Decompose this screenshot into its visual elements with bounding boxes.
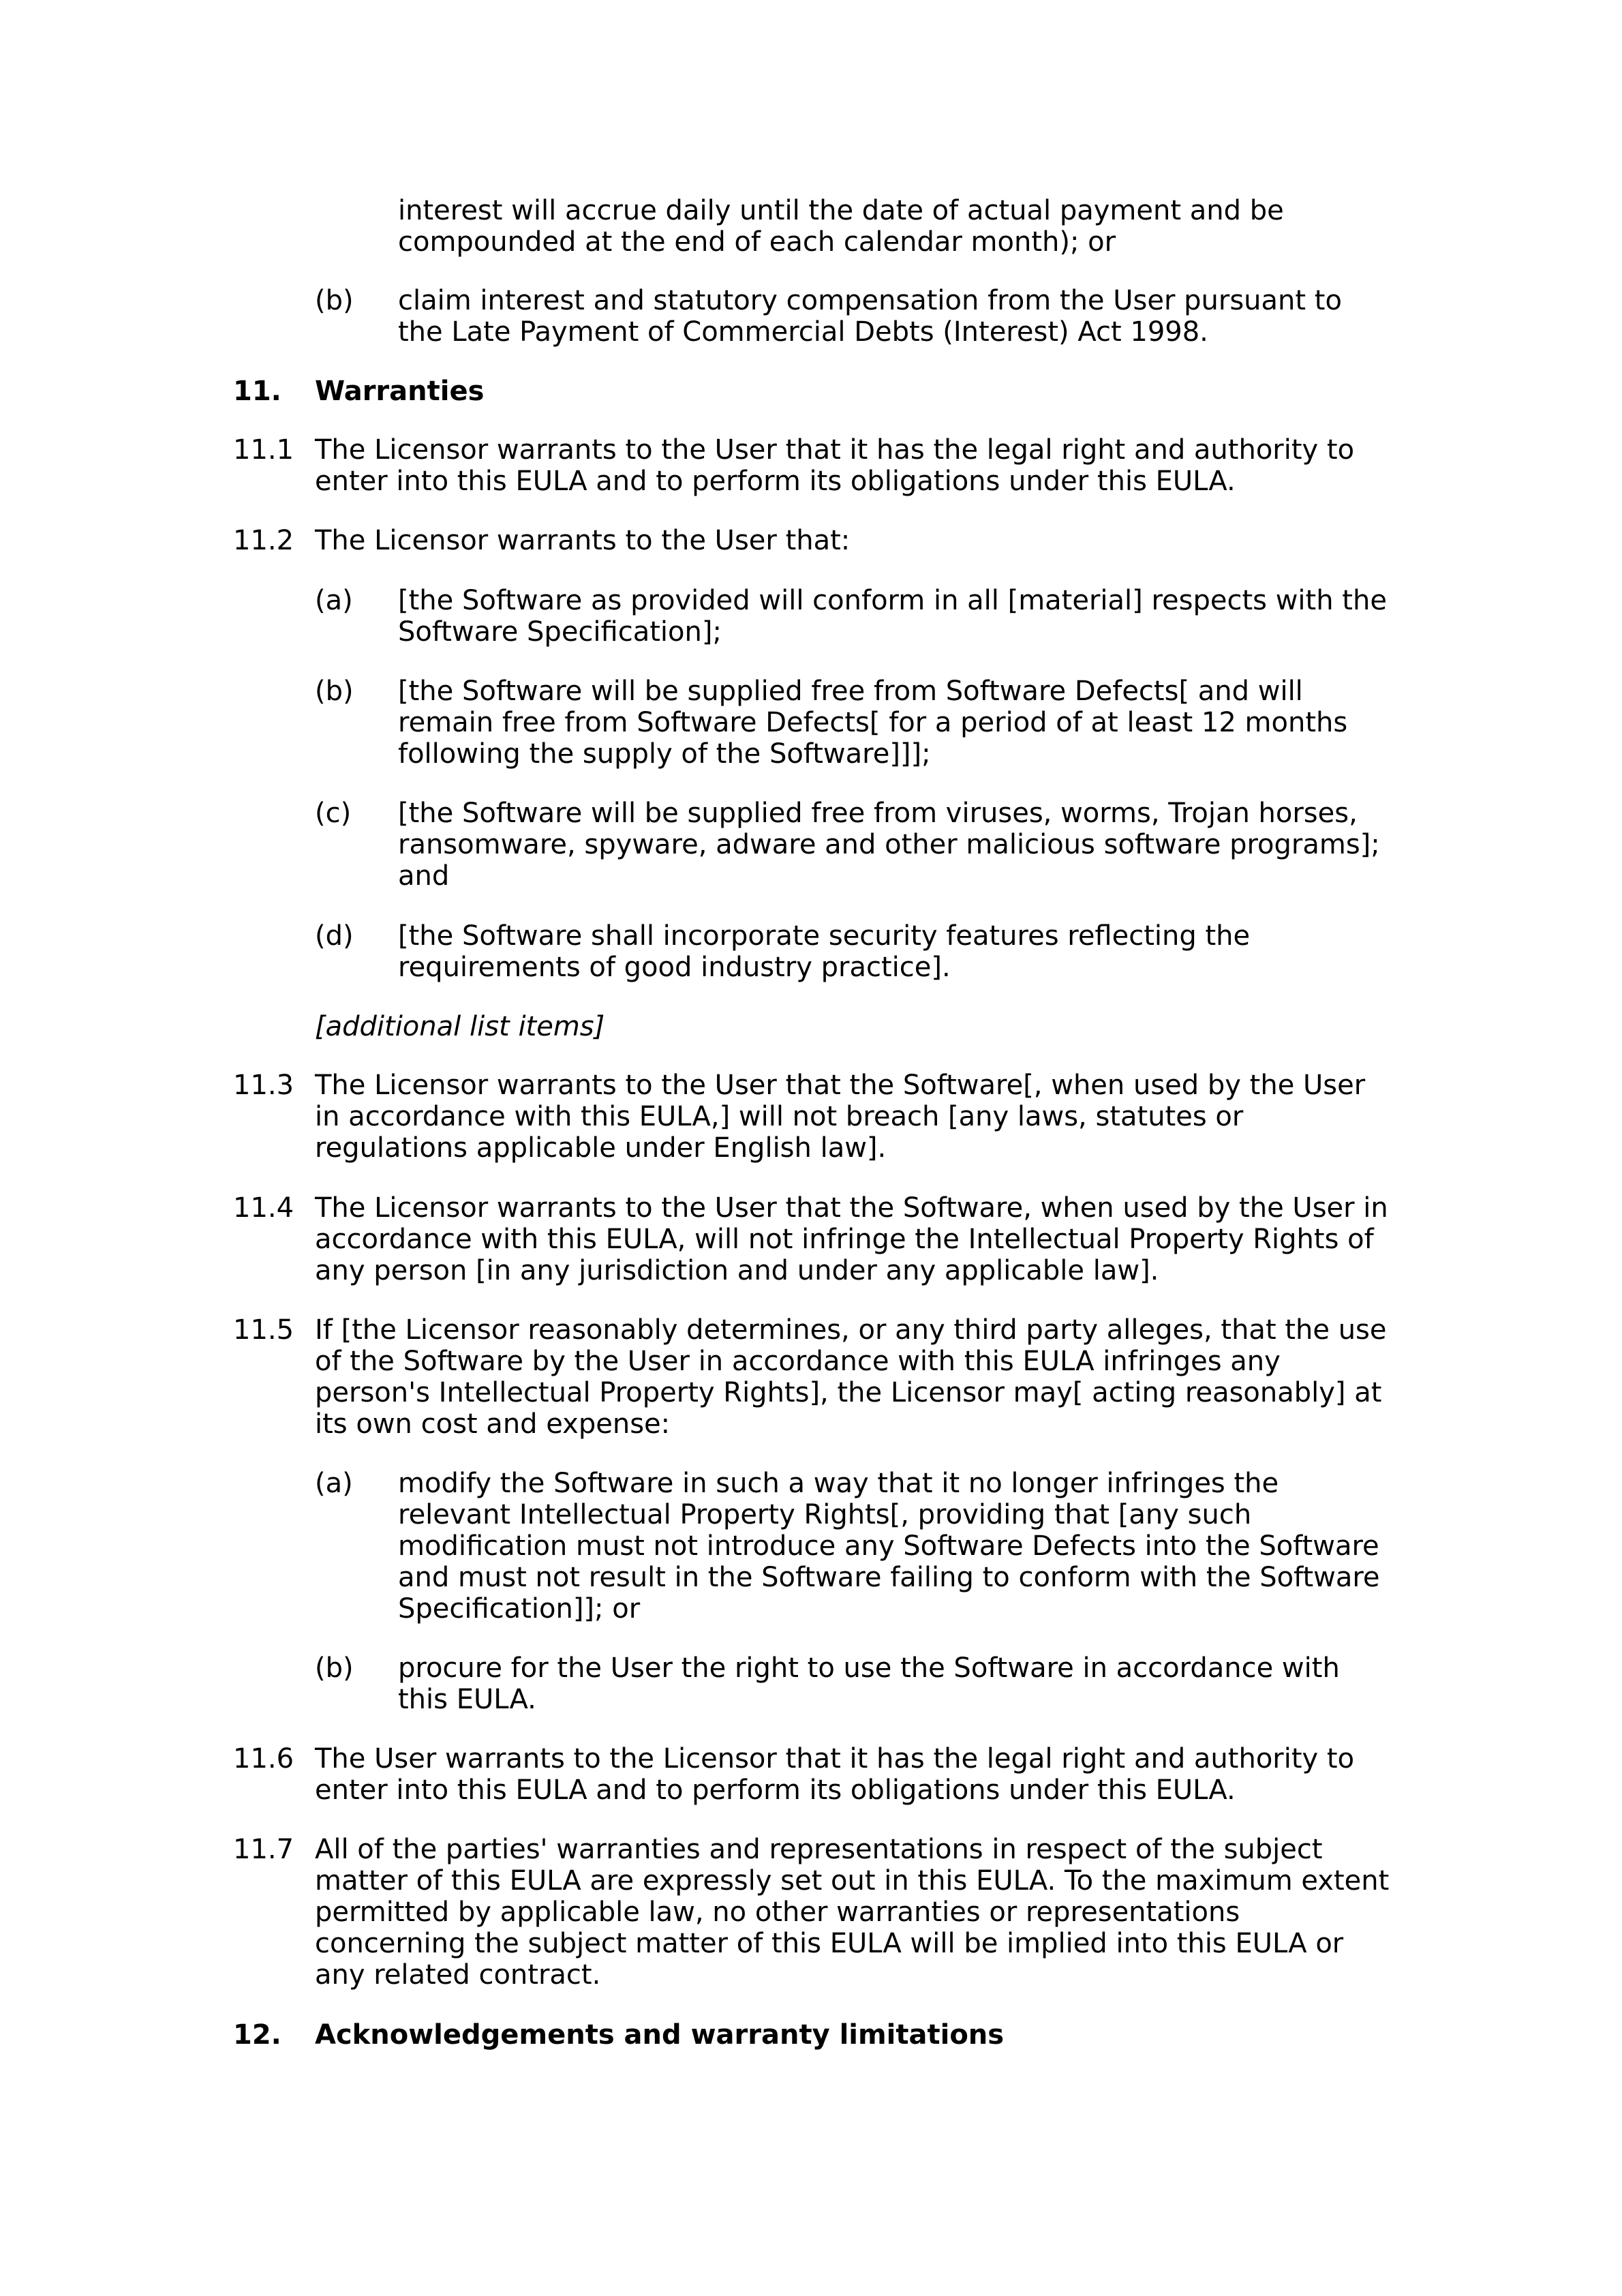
paragraph-line: the Late Payment of Commercial Debts (Interest) Act 1998. (398, 316, 1208, 348)
paragraph-line: any related contract. (315, 1959, 601, 1991)
paragraph-line: its own cost and expense: (315, 1408, 671, 1440)
list-item-label: (c) (315, 798, 352, 829)
paragraph-line: The Licensor warrants to the User that the Software, when used by the User in (315, 1192, 1388, 1224)
paragraph-line: interest will accrue daily until the date of actual payment and be (398, 195, 1284, 226)
paragraph-line: person's Intellectual Property Rights], the Licensor may[ acting reasonably] at (315, 1377, 1382, 1408)
paragraph-line: The User warrants to the Licensor that it has the legal right and authority to (315, 1743, 1355, 1774)
paragraph-line: Software Specification]; (398, 616, 722, 648)
list-item-label: (b) (315, 676, 354, 707)
clause-number: 11.5 (233, 1314, 294, 1346)
paragraph-line: in accordance with this EULA,] will not breach [any laws, statutes or (315, 1101, 1244, 1132)
clause-number: 11.6 (233, 1743, 294, 1774)
paragraph-line: [the Software as provided will conform in all [material] respects with the (398, 585, 1387, 616)
section-heading: Warranties (315, 376, 485, 407)
clause-number: 11.4 (233, 1192, 294, 1224)
paragraph-line: permitted by applicable law, no other warranties or representations (315, 1897, 1240, 1928)
list-item-label: (b) (315, 285, 354, 316)
paragraph-line: The Licensor warrants to the User that it has the legal right and authority to (315, 434, 1355, 466)
section-number: 12. (233, 2019, 281, 2051)
list-item-label: (a) (315, 1468, 353, 1499)
list-item-label: (d) (315, 920, 354, 952)
paragraph-line: concerning the subject matter of this EULA will be implied into this EULA or (315, 1928, 1344, 1959)
paragraph-line: ransomware, spyware, adware and other malicious software programs]; (398, 829, 1380, 860)
paragraph-line: compounded at the end of each calendar month); or (398, 226, 1116, 258)
paragraph-line: and must not result in the Software failing to conform with the Software (398, 1562, 1380, 1593)
paragraph-line: The Licensor warrants to the User that: (315, 525, 851, 556)
paragraph-line: [the Software will be supplied free from Software Defects[ and will (398, 676, 1303, 707)
paragraph-line: All of the parties' warranties and representations in respect of the subject (315, 1834, 1323, 1865)
paragraph-line: [the Software shall incorporate security features reflecting the (398, 920, 1251, 952)
paragraph-line: of the Software by the User in accordance with this EULA infringes any (315, 1346, 1281, 1377)
clause-number: 11.1 (233, 434, 294, 466)
paragraph-line: The Licensor warrants to the User that the Software[, when used by the User (315, 1070, 1366, 1101)
paragraph-line: and (398, 860, 450, 892)
section-number: 11. (233, 376, 281, 407)
paragraph-line: modify the Software in such a way that it no longer infringes the (398, 1468, 1279, 1499)
paragraph-line: accordance with this EULA, will not infringe the Intellectual Property Rights of (315, 1224, 1374, 1255)
paragraph-line: [the Software will be supplied free from viruses, worms, Trojan horses, (398, 798, 1358, 829)
paragraph-line: following the supply of the Software]]]; (398, 738, 931, 770)
editorial-placeholder: [additional list items] (315, 1011, 605, 1042)
paragraph-line: requirements of good industry practice]. (398, 952, 951, 983)
paragraph-line: this EULA. (398, 1684, 536, 1715)
paragraph-line: enter into this EULA and to perform its obligations under this EULA. (315, 466, 1236, 497)
paragraph-line: any person [in any jurisdiction and under any applicable law]. (315, 1255, 1159, 1286)
paragraph-line: remain free from Software Defects[ for a period of at least 12 months (398, 707, 1348, 738)
paragraph-line: matter of this EULA are expressly set out in this EULA. To the maximum extent (315, 1865, 1390, 1897)
paragraph-line: modification must not introduce any Software Defects into the Software (398, 1530, 1379, 1562)
clause-number: 11.7 (233, 1834, 294, 1865)
paragraph-line: If [the Licensor reasonably determines, or any third party alleges, that the use (315, 1314, 1387, 1346)
paragraph-line: Specification]]; or (398, 1593, 641, 1625)
section-heading: Acknowledgements and warranty limitations (315, 2019, 1005, 2051)
clause-number: 11.2 (233, 525, 294, 556)
paragraph-line: regulations applicable under English law]. (315, 1132, 887, 1164)
paragraph-line: procure for the User the right to use the Software in accordance with (398, 1652, 1340, 1684)
paragraph-line: enter into this EULA and to perform its obligations under this EULA. (315, 1774, 1236, 1806)
list-item-label: (b) (315, 1652, 354, 1684)
clause-number: 11.3 (233, 1070, 294, 1101)
list-item-label: (a) (315, 585, 353, 616)
paragraph-line: claim interest and statutory compensation from the User pursuant to (398, 285, 1342, 316)
paragraph-line: relevant Intellectual Property Rights[, providing that [any such (398, 1499, 1252, 1530)
